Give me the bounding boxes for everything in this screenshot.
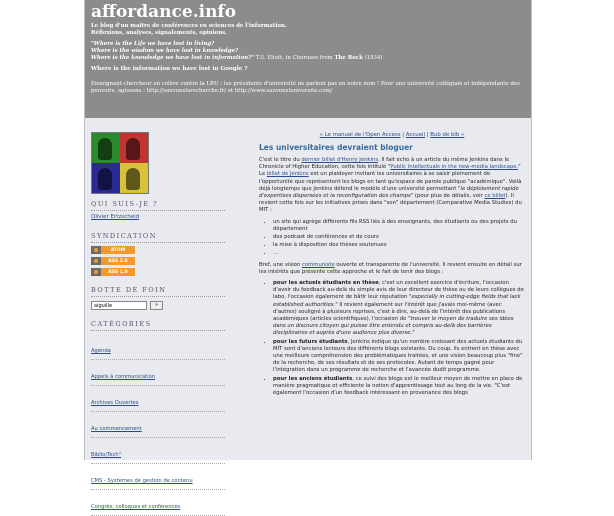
avatar-tile-yellow [120,163,148,193]
list-item [273,376,525,398]
text: est un plaidoyer invitant les universitaires à se saisir pleinement de l'opportunité que représentent les blogs en tant qu'espace de parole publique "académique". Voilà déjà longtemps que Jenkins défend le modèle d'une université permettant " [259,171,522,192]
list-item [91,386,225,412]
list-item [273,219,525,233]
syndication-title: SYNDICATION [91,232,225,243]
site-tagline: Le blog d'un maître de conférences en sciences de l'information. [91,23,287,29]
search-button[interactable]: » [150,301,163,310]
nav-separator: | [402,132,405,138]
text: ). Il revient cette fois sur les initiatives prises dans "son" département (Comparative Media Studies) du MIT : [259,193,522,214]
post-paragraph-2 [259,262,525,276]
site-header [85,0,531,118]
content-area [85,126,531,510]
quote-year: (1934) [364,55,383,61]
home-link[interactable]: Accueil [405,132,426,138]
text: , Jenkins indique qu'un nombre croissant des actuels étudiants du MIT sont d'anciens lecteurs des différents blogs existants. Du coup, ils entrent en thèse avec une meilleure compréhension des problématiques traitées, et une vision beaucoup plus "fine" de la recherche, de ses résultats et de ses protocoles. Autant de temps gagné pour l'intégration dans un programme de recherche et l'avancée dudit programme. [273,338,523,374]
site-title[interactable]: affordance.info [91,2,237,22]
search-form [91,301,227,310]
site-link[interactable]: site [281,218,291,225]
list-item [91,334,225,360]
atom-feed-badge[interactable] [91,246,135,254]
categories-title: CATÉGORIES [91,320,225,331]
text: un [273,218,282,225]
blog-page [84,0,532,510]
podcast-link[interactable]: podcast de conférences [284,234,348,241]
text: la mise à disposition des [273,242,340,249]
author-link[interactable]: Olivier Ertzscheid [91,214,140,220]
text: , c'est un excellent exercice d'écriture, l'occasion d'avoir du feedback au-delà du simple avis de leur directeur de thèse ou de leurs collègues de labo, l'occasion également de bâtir leur réputation " [273,280,524,301]
benefits-list [259,280,525,397]
search-title: BOTTE DE FOIN [91,286,225,297]
avatar-tile-blue [92,163,120,193]
communiste-link[interactable]: communiste [301,261,335,268]
bold-text: pour les actuels étudiants en thèse [273,280,379,287]
list-item [91,490,225,516]
quote: especially in cutting-edge fields that lack established authorities. [273,294,521,308]
atom-feed-label: ATOM [101,246,135,254]
sidebar [91,132,227,510]
quote-line-2: Where is the wisdom we have lost in knowledge? [91,48,239,54]
post-navigation [259,132,525,138]
category-link[interactable]: CMS - Systèmes de gestion de contenu [91,478,193,484]
quote-author: T.S. Eliott, in Choruses from [255,55,333,61]
category-link[interactable]: Biblio/Tech" [91,452,122,458]
list-item [91,360,225,386]
text: Bref, une vision [259,261,302,268]
text: qui agrège différents fils RSS liés à des enseignants, des étudiants ou des projets du département [273,218,518,232]
initiatives-list [259,219,525,258]
bold-text: pour les anciens étudiants [273,375,353,382]
text: " [412,330,415,337]
main-content [259,130,525,460]
list-item: • ... [273,250,525,257]
avatar-tile-red [120,133,148,163]
quote-line-1: "Where is the Life we have lost in living? [91,41,215,47]
category-list [91,334,227,516]
quote-line-3 [91,55,525,62]
list-item [273,242,525,249]
search-input[interactable] [91,301,147,310]
quote: le déploiement rapide d'expertises dispersées et la reconfiguration des champs [259,185,519,200]
theses-link[interactable]: thèses soutenues [340,242,387,249]
quote-text-3: Where is the knowledge we have lost in information?" [91,55,255,61]
avatar-tile-green [92,133,120,163]
header-statement-2: pouvoirs, agissons : http://sauvonslarecherche.fr/ et http://www.sauvonsluniversite.com/ [91,88,333,94]
jenkins-post-link[interactable]: dernier billet d'Henry Jenkins [301,157,379,163]
bold-text: pour les futurs étudiants [273,338,348,345]
jenkins-billet-link[interactable]: billet de Jenkins [266,171,309,178]
quote: trouver le moyen de traduire ses idées dans un discours citoyen qui puisse être entendu et compris au-delà des barrières disciplinaires et auprès d'une audience plus diverse. [273,316,514,337]
list-item [91,464,225,490]
text: des [273,234,285,241]
rss1-feed-label: RSS 1.0 [101,268,135,276]
text: . Il fait écho à un article du même Jenkins dans le Chronicle of Higher Education, cette fois intitulé " [259,157,510,171]
post-title: Les universitaires devraient bloguer [259,143,413,152]
list-item [91,412,225,438]
nav-separator: | [426,132,429,138]
category-link[interactable]: Agenda [91,348,111,354]
ce-billet-link[interactable]: ce billet [484,193,506,200]
about-title: QUI SUIS-JE ? [91,200,225,211]
site-subtitle: Réflexions, analyses, signalements, opinions. [91,30,228,36]
header-statement-1: Enseignant-chercheur en colère contre la LRU : les présidents d'université ne parlent pas en notre nom ! Pour une université collégiale et indépendante des [91,81,520,87]
rss2-feed-label: RSS 2.0 [101,257,135,265]
category-link[interactable]: Appels à communication [91,374,156,380]
category-link[interactable]: Archives Ouvertes [91,400,139,406]
list-item [273,234,525,241]
text: " Il revient également sur l'intérêt que j'avais moi-même (avec [335,301,502,308]
text: " (pour plus de détails, voir [410,193,485,200]
prev-post-link[interactable]: « Le manuel de l'Open Access [319,132,401,138]
public-intellectuals-link[interactable]: Public Intellectuals in the new-media landscape. [390,164,519,171]
list-item [91,438,225,464]
category-link[interactable]: Congrès, colloques et conférences [91,504,181,510]
text: ) souligné à plusieurs reprises, c'est à dire, au-delà de l'intérêt des publications académiques (articles scientifiques), l'occasion de " [273,308,506,323]
rss1-feed-badge[interactable] [91,268,135,276]
text: C'est le titre du [259,157,302,163]
autres-link[interactable]: d'autres [273,308,295,315]
text: et de cours [347,234,379,241]
header-question: Where is the information we have lost in Google ? [91,66,248,72]
rss2-feed-badge[interactable] [91,257,135,265]
text: " Le [259,164,521,178]
feed-icon [91,246,101,254]
feed-icon [91,268,101,276]
list-item [273,280,525,338]
text: ouverte et transparente de l'université. Il revient ensuite en détail sur les intérêts que présente cette approche et le fait de tenir des blogs : [259,261,522,275]
quote-work: The Rock [334,55,363,61]
text: , ce suivi des blogs est le meilleur moyen de mettre en place de manière pragmatique et efficiente la notion d'apprentissage tout au long de la vie. "C'est également l'occasion d'un feedback intéressant en provenance des blogs [273,375,523,397]
category-link[interactable]: Au commencement [91,426,142,432]
next-post-link[interactable]: Bub de bib » [430,132,465,138]
feed-icon [91,257,101,265]
author-avatar [91,132,149,194]
post-paragraph-1 [259,157,525,215]
list-item [273,339,525,375]
